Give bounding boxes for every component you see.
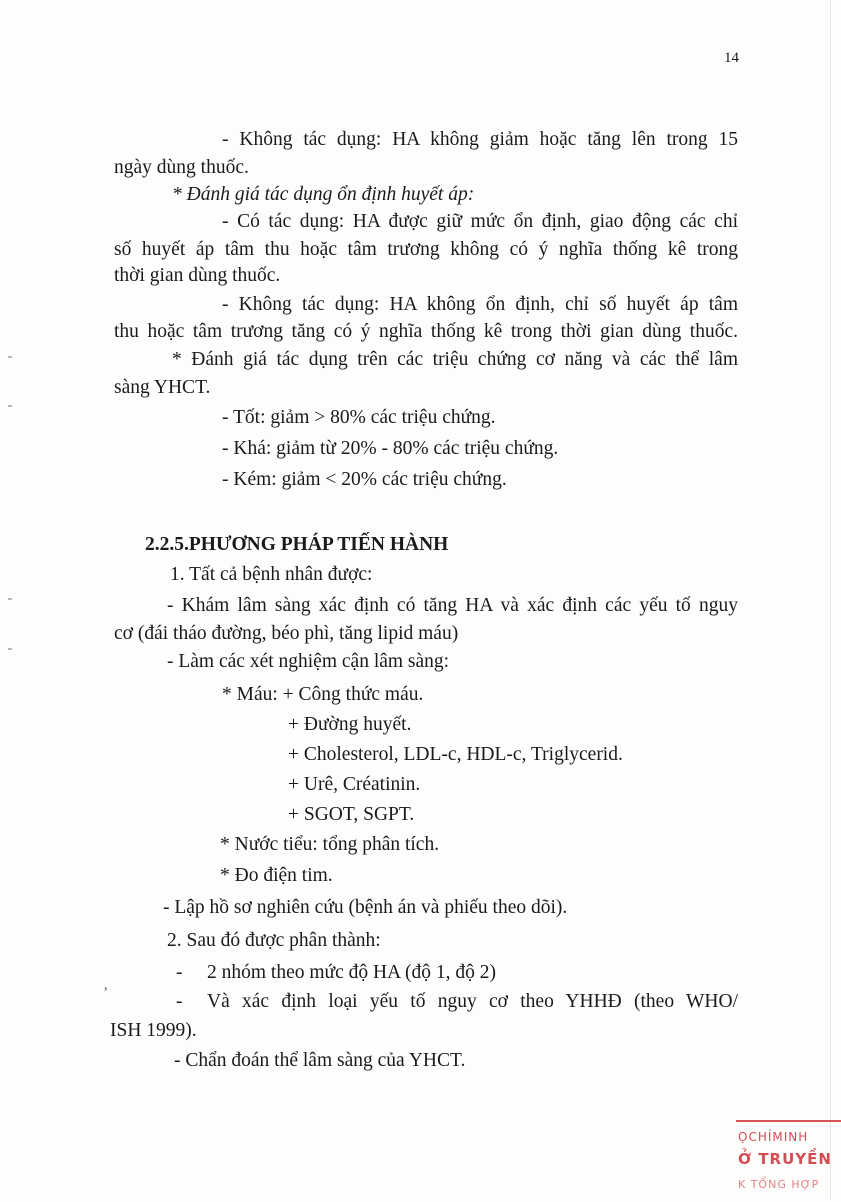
paragraph-line: - Làm các xét nghiệm cận lâm sàng:	[167, 651, 450, 672]
paragraph-line: - Khám lâm sàng xác định có tăng HA và xác định các yếu tố nguy	[167, 595, 738, 616]
list-item: * Đo điện tim.	[220, 865, 333, 886]
list-item: Và xác định loại yếu tố nguy cơ theo YHHĐ (theo WHO/	[207, 991, 738, 1012]
paragraph-line: - Không tác dụng: HA không giảm hoặc tăng lên trong 15	[222, 129, 738, 150]
list-item: + SGOT, SGPT.	[288, 804, 415, 825]
list-dash: -	[176, 991, 183, 1012]
margin-mark	[8, 405, 12, 407]
paragraph-line: số huyết áp tâm thu hoặc tâm trương không có ý nghĩa thống kê trong	[114, 239, 738, 260]
paragraph-line: - Chẩn đoán thể lâm sàng của YHCT.	[174, 1050, 466, 1071]
stamp-text: Ở TRUYỀN	[738, 1150, 832, 1168]
page-number: 14	[724, 50, 739, 66]
list-item: + Cholesterol, LDL-c, HDL-c, Triglycerid.	[288, 744, 623, 765]
margin-mark	[8, 356, 12, 358]
paragraph-line: - Không tác dụng: HA không ổn định, chỉ số huyết áp tâm	[222, 294, 738, 315]
margin-mark	[8, 598, 12, 600]
stamp-text: ỌCHÍMINH	[738, 1130, 809, 1144]
paragraph-line: sàng YHCT.	[114, 377, 211, 398]
paragraph-line: - Có tác dụng: HA được giữ mức ổn định, giao động các chỉ	[222, 211, 738, 232]
paragraph-line: thời gian dùng thuốc.	[114, 265, 281, 286]
paragraph-line: ngày dùng thuốc.	[114, 157, 249, 178]
paragraph-line: 2. Sau đó được phân thành:	[167, 930, 381, 951]
paragraph-line: thu hoặc tâm trương tăng có ý nghĩa thống kê trong thời gian dùng thuốc.	[114, 321, 738, 342]
paragraph-line: * Đánh giá tác dụng trên các triệu chứng cơ năng và các thể lâm	[172, 349, 738, 370]
list-item: - Kém: giảm < 20% các triệu chứng.	[222, 469, 507, 490]
paragraph-line: ISH 1999).	[110, 1020, 197, 1041]
page-edge-line	[830, 0, 831, 1200]
list-item: - Tốt: giảm > 80% các triệu chứng.	[222, 407, 496, 428]
list-item: 2 nhóm theo mức độ HA (độ 1, độ 2)	[207, 962, 496, 983]
margin-tick: ,	[104, 978, 108, 993]
list-item: - Khá: giảm từ 20% - 80% các triệu chứng.	[222, 438, 559, 459]
margin-mark	[8, 648, 12, 650]
list-dash: -	[176, 962, 183, 983]
paragraph-line: - Lập hồ sơ nghiên cứu (bệnh án và phiếu theo dõi).	[163, 897, 568, 918]
list-item: + Đường huyết.	[288, 714, 412, 735]
list-item: * Nước tiểu: tổng phân tích.	[220, 834, 440, 855]
section-heading: 2.2.5.PHƯƠNG PHÁP TIẾN HÀNH	[145, 534, 449, 555]
subheading-italic: * Đánh giá tác dụng ổn định huyết áp:	[172, 184, 475, 205]
list-item: + Urê, Créatinin.	[288, 774, 421, 795]
list-item: * Máu: + Công thức máu.	[222, 684, 424, 705]
stamp-text: K TỔNG HỢP	[738, 1178, 820, 1191]
paragraph-line: cơ (đái tháo đường, béo phì, tăng lipid máu)	[114, 623, 459, 644]
paragraph-line: 1. Tất cả bệnh nhân được:	[170, 564, 373, 585]
red-stamp	[736, 1120, 841, 1202]
